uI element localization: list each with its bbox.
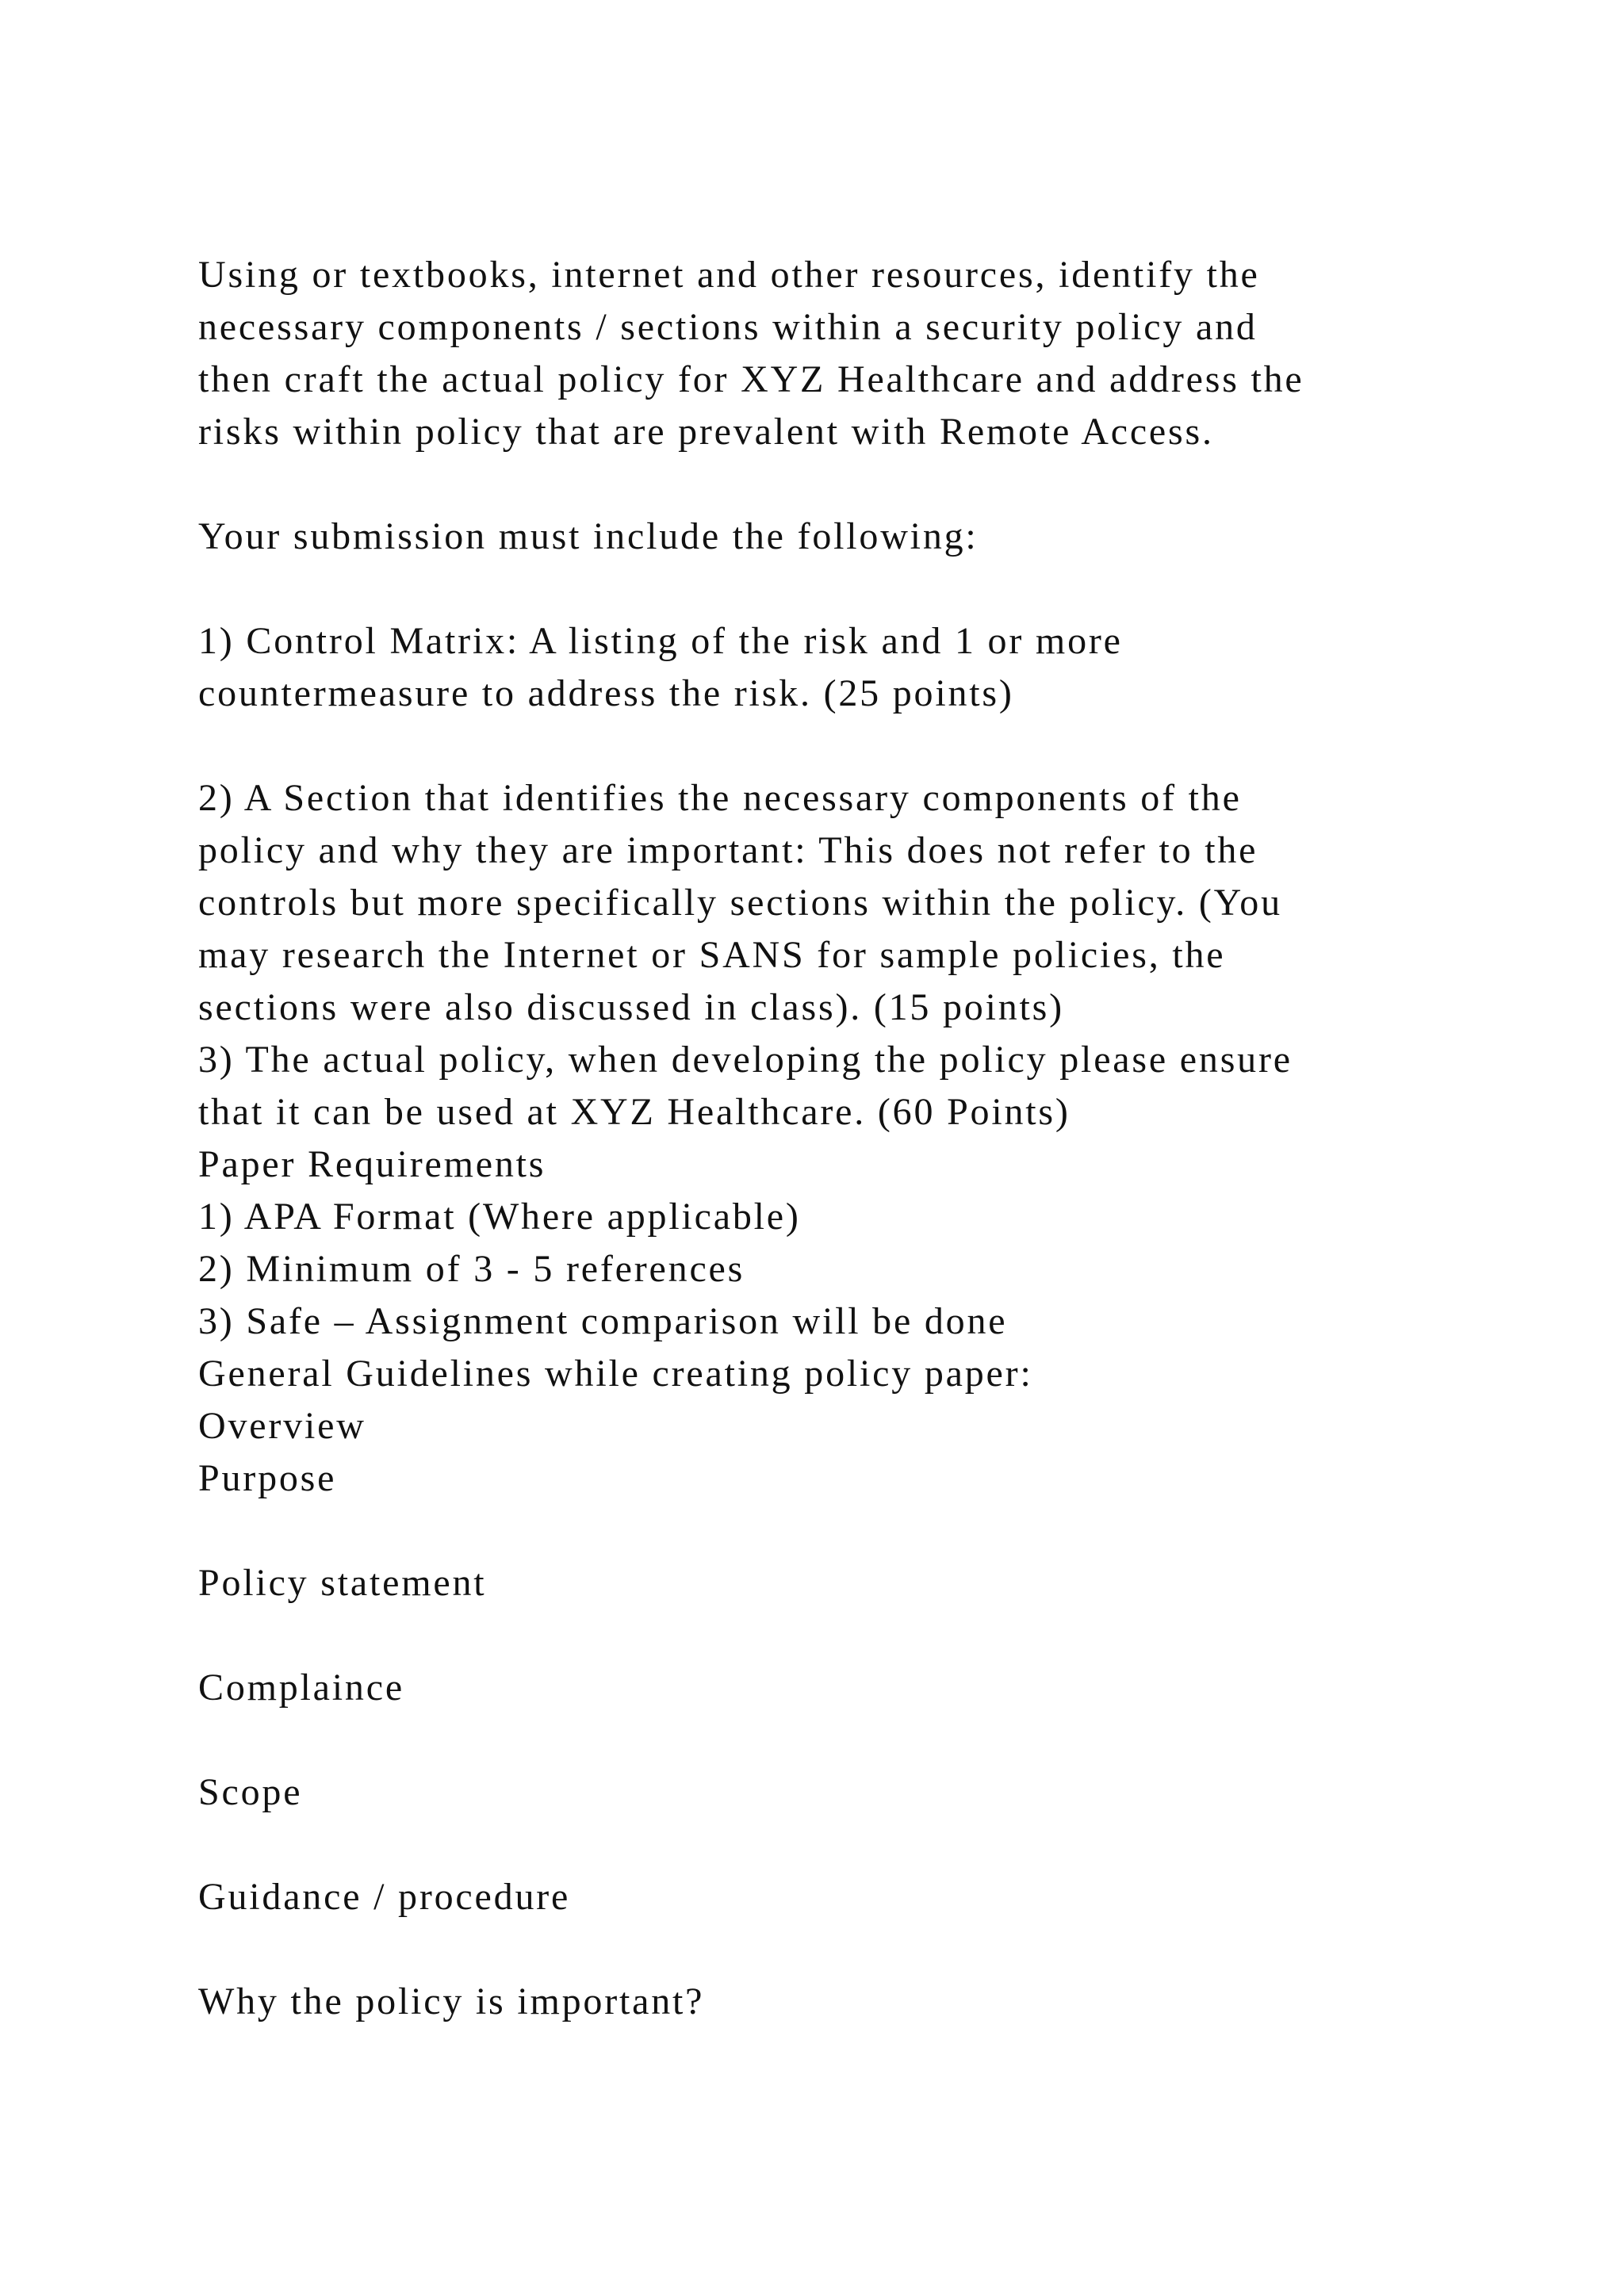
item2-line: policy and why they are important: This does not refer to the <box>198 829 1258 871</box>
blank-line <box>198 1609 1507 1662</box>
intro-line: risks within policy that are prevalent with Remote Access. <box>198 411 1214 453</box>
guideline-item: Policy statement <box>198 1562 487 1604</box>
item2-line: sections were also discussed in class). (15 points) <box>198 986 1064 1028</box>
item2-line: 2) A Section that identifies the necessary components of the <box>198 777 1242 819</box>
document-body <box>198 249 1507 2028</box>
requirement-item: 2) Minimum of 3 - 5 references <box>198 1248 745 1290</box>
guideline-item: Why the policy is important? <box>198 1980 705 2022</box>
item3-line: that it can be used at XYZ Healthcare. (60 Points) <box>198 1091 1071 1133</box>
blank-line <box>198 1819 1507 1871</box>
guideline-item: Overview <box>198 1405 366 1447</box>
guideline-item: Scope <box>198 1771 303 1813</box>
blank-line <box>198 563 1507 615</box>
intro-line: Using or textbooks, internet and other resources, identify the <box>198 254 1260 296</box>
requirement-item: 3) Safe – Assignment comparison will be done <box>198 1300 1008 1342</box>
blank-line <box>198 1923 1507 1976</box>
submission-heading: Your submission must include the following: <box>198 515 979 557</box>
blank-line <box>198 1505 1507 1557</box>
intro-line: then craft the actual policy for XYZ Healthcare and address the <box>198 358 1304 400</box>
requirement-item: 1) APA Format (Where applicable) <box>198 1196 801 1238</box>
intro-line: necessary components / sections within a security policy and <box>198 306 1258 348</box>
blank-line <box>198 720 1507 772</box>
blank-line <box>198 458 1507 511</box>
guidelines-heading: General Guidelines while creating policy paper: <box>198 1353 1033 1395</box>
item1-line: countermeasure to address the risk. (25 points) <box>198 672 1014 714</box>
item1-line: 1) Control Matrix: A listing of the risk and 1 or more <box>198 620 1123 662</box>
item2-line: controls but more specifically sections within the policy. (You <box>198 882 1282 924</box>
guideline-item: Purpose <box>198 1457 337 1499</box>
item3-line: 3) The actual policy, when developing the policy please ensure <box>198 1039 1293 1081</box>
item2-line: may research the Internet or SANS for sample policies, the <box>198 934 1226 976</box>
paper-requirements-heading: Paper Requirements <box>198 1143 546 1185</box>
blank-line <box>198 1714 1507 1766</box>
guideline-item: Guidance / procedure <box>198 1876 571 1918</box>
guideline-item: Complaince <box>198 1667 404 1709</box>
